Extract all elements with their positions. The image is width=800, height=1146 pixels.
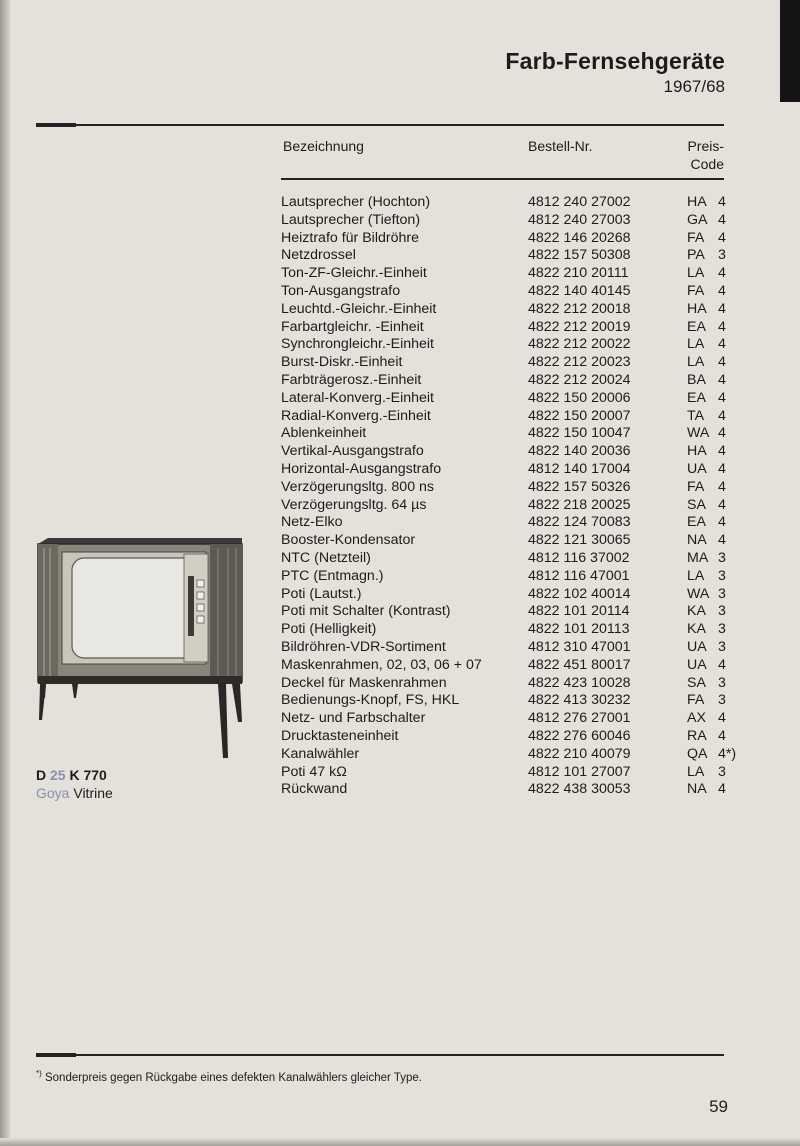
- part-name: Netz- und Farbschalter: [281, 710, 426, 727]
- table-row: [281, 621, 741, 639]
- part-name: NTC (Netzteil): [281, 549, 371, 566]
- price-code: MA: [687, 549, 709, 566]
- page-number: 59: [709, 1097, 728, 1116]
- table-row: [281, 514, 741, 532]
- part-name: Vertikal-Ausgangstrafo: [281, 443, 424, 460]
- footnote: [36, 1069, 422, 1084]
- header-rule: [36, 124, 724, 126]
- price-group: 4: [718, 389, 726, 406]
- order-number: 4822 101 20113: [528, 621, 630, 638]
- model-name-rest: Vitrine: [69, 785, 113, 801]
- order-number: 4812 240 27003: [528, 211, 631, 228]
- order-number: 4822 150 20007: [528, 407, 631, 424]
- order-number: 4822 210 20111: [528, 265, 629, 282]
- price-group: 4: [718, 371, 726, 388]
- price-code: LA: [687, 567, 705, 584]
- order-number: 4822 438 30053: [528, 781, 631, 798]
- table-row: [281, 497, 741, 515]
- price-group: 3: [718, 567, 726, 584]
- order-number: 4822 146 20268: [528, 229, 631, 246]
- price-group: 4: [718, 425, 726, 442]
- price-group: 3: [718, 247, 726, 264]
- table-row: [281, 336, 741, 354]
- part-name: Poti mit Schalter (Kontrast): [281, 603, 451, 620]
- table-row: [281, 764, 741, 782]
- order-number: 4822 157 50308: [528, 247, 631, 264]
- thumb-index-tab: [780, 0, 800, 102]
- price-group: 4: [718, 710, 726, 727]
- order-number: 4812 310 47001: [528, 638, 631, 655]
- order-number: 4822 212 20018: [528, 300, 631, 317]
- price-code: WA: [687, 425, 710, 442]
- table-row: [281, 461, 741, 479]
- model-number-mid: K: [65, 767, 84, 783]
- part-name: Horizontal-Ausgangstrafo: [281, 460, 442, 477]
- price-group: 3: [718, 585, 726, 602]
- order-number: 4812 116 47001: [528, 567, 630, 584]
- part-name: Netzdrossel: [281, 247, 356, 264]
- price-code: NA: [687, 532, 707, 549]
- price-group: 4: [718, 211, 726, 228]
- price-code: SA: [687, 496, 706, 513]
- order-number: 4822 150 20006: [528, 389, 631, 406]
- order-number: 4822 157 50326: [528, 478, 631, 495]
- order-number: 4822 140 40145: [528, 282, 631, 299]
- table-row: [281, 710, 741, 728]
- price-code: HA: [687, 443, 707, 460]
- price-code: LA: [687, 336, 705, 353]
- order-number: 4822 218 20025: [528, 496, 631, 513]
- table-row: [281, 230, 741, 248]
- price-code: HA: [687, 300, 707, 317]
- part-name: Farbträgerosz.-Einheit: [281, 371, 422, 388]
- price-code: NA: [687, 781, 707, 798]
- order-number: 4822 212 20022: [528, 336, 631, 353]
- part-name: Kanalwähler: [281, 745, 360, 762]
- table-row: [281, 568, 741, 586]
- price-code: FA: [687, 692, 705, 709]
- price-group: 4: [718, 443, 726, 460]
- price-group: 4: [718, 532, 726, 549]
- order-number: 4822 210 40079: [528, 745, 631, 762]
- table-row: [281, 657, 741, 675]
- price-code: EA: [687, 389, 706, 406]
- table-row: [281, 443, 741, 461]
- page-edge-bottom: [0, 1138, 800, 1146]
- price-code: LA: [687, 354, 705, 371]
- part-name: Synchrongleichr.-Einheit: [281, 336, 434, 353]
- page-year: 1967/68: [663, 77, 725, 96]
- order-number: 4822 121 30065: [528, 532, 631, 549]
- price-group: 4: [718, 781, 726, 798]
- column-header-name: Bezeichnung: [283, 138, 364, 154]
- price-group: 3: [718, 621, 726, 638]
- page-edge: [0, 0, 10, 1146]
- model-number-prefix: D: [36, 767, 50, 783]
- table-row: [281, 781, 741, 799]
- order-number: 4812 140 17004: [528, 460, 631, 477]
- footnote-marker: *): [36, 1069, 42, 1078]
- price-code: FA: [687, 282, 705, 299]
- price-group: 3: [718, 674, 726, 691]
- column-header-price-line1: Preis-: [687, 138, 724, 154]
- table-row: [281, 692, 741, 710]
- part-name: Bildröhren-VDR-Sortiment: [281, 638, 446, 655]
- order-number: 4822 276 60046: [528, 727, 631, 744]
- table-row: [281, 425, 741, 443]
- price-code: LA: [687, 763, 705, 780]
- part-name: Poti (Lautst.): [281, 585, 362, 602]
- price-group: 3: [718, 603, 726, 620]
- model-name: [36, 784, 113, 802]
- price-code: FA: [687, 229, 705, 246]
- price-group: 4: [718, 478, 726, 495]
- table-row: [281, 194, 741, 212]
- order-number: 4812 240 27002: [528, 194, 631, 210]
- order-number: 4822 212 20023: [528, 354, 631, 371]
- part-name: Burst-Diskr.-Einheit: [281, 354, 403, 371]
- table-row: [281, 390, 741, 408]
- order-number: 4822 212 20019: [528, 318, 631, 335]
- table-row: [281, 603, 741, 621]
- model-number-part1: 25: [50, 767, 66, 783]
- tv-cabinet-image: [36, 536, 246, 762]
- part-name: Radial-Konverg.-Einheit: [281, 407, 431, 424]
- part-name: Lateral-Konverg.-Einheit: [281, 389, 434, 406]
- part-name: Verzögerungsltg. 800 ns: [281, 478, 435, 495]
- price-code: UA: [687, 460, 707, 477]
- table-row: [281, 728, 741, 746]
- price-group: 4: [718, 194, 726, 210]
- model-caption: [36, 766, 113, 802]
- price-code: RA: [687, 727, 707, 744]
- column-header-price: [687, 137, 724, 173]
- price-group: 4*): [718, 745, 737, 762]
- price-code: KA: [687, 603, 706, 620]
- table-row: [281, 247, 741, 265]
- part-name: Rückwand: [281, 781, 348, 798]
- price-code: AX: [687, 710, 706, 727]
- part-name: Poti 47 kΩ: [281, 763, 347, 780]
- page-title: Farb-Fernsehgeräte: [505, 48, 725, 74]
- price-code: GA: [687, 211, 708, 228]
- table-row: [281, 372, 741, 390]
- order-number: 4812 116 37002: [528, 549, 630, 566]
- price-group: 4: [718, 336, 726, 353]
- table-row: [281, 212, 741, 230]
- table-row: [281, 586, 741, 604]
- column-header-order: Bestell-Nr.: [528, 138, 593, 154]
- table-row: [281, 550, 741, 568]
- part-name: Ton-ZF-Gleichr.-Einheit: [281, 265, 427, 282]
- price-group: 4: [718, 460, 726, 477]
- part-name: Lautsprecher (Tiefton): [281, 211, 421, 228]
- price-group: 4: [718, 229, 726, 246]
- price-group: 3: [718, 638, 726, 655]
- price-group: 4: [718, 354, 726, 371]
- price-code: QA: [687, 745, 708, 762]
- part-name: Ton-Ausgangstrafo: [281, 282, 401, 299]
- part-name: Ablenkeinheit: [281, 425, 367, 442]
- part-name: Lautsprecher (Hochton): [281, 194, 431, 210]
- table-row: [281, 319, 741, 337]
- price-code: EA: [687, 514, 706, 531]
- part-name: Heiztrafo für Bildröhre: [281, 229, 419, 246]
- order-number: 4822 150 10047: [528, 425, 631, 442]
- model-name-accent: Goya: [36, 785, 70, 801]
- part-name: Bedienungs-Knopf, FS, HKL: [281, 692, 460, 709]
- part-name: Leuchtd.-Gleichr.-Einheit: [281, 300, 437, 317]
- table-row: [281, 746, 741, 764]
- column-header-price-line2: Code: [690, 156, 724, 172]
- order-number: 4812 101 27007: [528, 763, 631, 780]
- price-code: BA: [687, 371, 706, 388]
- price-group: 4: [718, 496, 726, 513]
- order-number: 4822 102 40014: [528, 585, 631, 602]
- price-code: HA: [687, 194, 707, 210]
- price-group: 4: [718, 656, 726, 673]
- table-row: [281, 479, 741, 497]
- price-group: 3: [718, 549, 726, 566]
- price-group: 4: [718, 727, 726, 744]
- footnote-text: Sonderpreis gegen Rückgabe eines defekten Kanalwählers gleicher Type.: [41, 1071, 422, 1084]
- table-row: [281, 354, 741, 372]
- part-name: PTC (Entmagn.): [281, 567, 384, 584]
- model-number-part2: 770: [83, 767, 107, 783]
- table-row: [281, 265, 741, 283]
- price-code: EA: [687, 318, 706, 335]
- table-row: [281, 301, 741, 319]
- price-code: WA: [687, 585, 710, 602]
- order-number: 4822 212 20024: [528, 371, 631, 388]
- part-name: Drucktasteneinheit: [281, 727, 399, 744]
- part-name: Verzögerungsltg. 64 µs: [281, 496, 427, 513]
- price-code: UA: [687, 638, 707, 655]
- table-row: [281, 283, 741, 301]
- table-row: [281, 408, 741, 426]
- price-code: PA: [687, 247, 705, 264]
- order-number: 4822 140 20036: [528, 443, 631, 460]
- order-number: 4822 101 20114: [528, 603, 630, 620]
- price-code: FA: [687, 478, 705, 495]
- price-group: 4: [718, 318, 726, 335]
- part-name: Booster-Kondensator: [281, 532, 416, 549]
- price-code: TA: [687, 407, 705, 424]
- price-group: 4: [718, 300, 726, 317]
- order-number: 4822 124 70083: [528, 514, 631, 531]
- price-group: 4: [718, 407, 726, 424]
- price-group: 4: [718, 265, 726, 282]
- price-code: LA: [687, 265, 705, 282]
- price-group: 4: [718, 514, 726, 531]
- table-header-rule: [281, 178, 724, 180]
- price-code: SA: [687, 674, 706, 691]
- table-row: [281, 532, 741, 550]
- part-name: Farbartgleichr. -Einheit: [281, 318, 424, 335]
- part-name: Maskenrahmen, 02, 03, 06 + 07: [281, 656, 482, 673]
- table-row: [281, 639, 741, 657]
- order-number: 4822 423 10028: [528, 674, 631, 691]
- part-name: Poti (Helligkeit): [281, 621, 377, 638]
- model-number: [36, 766, 113, 784]
- part-name: Deckel für Maskenrahmen: [281, 674, 447, 691]
- order-number: 4812 276 27001: [528, 710, 631, 727]
- part-name: Netz-Elko: [281, 514, 343, 531]
- order-number: 4822 451 80017: [528, 656, 631, 673]
- footer-rule: [36, 1054, 724, 1056]
- price-code: UA: [687, 656, 707, 673]
- price-group: 4: [718, 282, 726, 299]
- table-row: [281, 675, 741, 693]
- price-code: KA: [687, 621, 706, 638]
- parts-table: [281, 194, 741, 799]
- price-group: 3: [718, 763, 726, 780]
- price-group: 3: [718, 692, 726, 709]
- order-number: 4822 413 30232: [528, 692, 631, 709]
